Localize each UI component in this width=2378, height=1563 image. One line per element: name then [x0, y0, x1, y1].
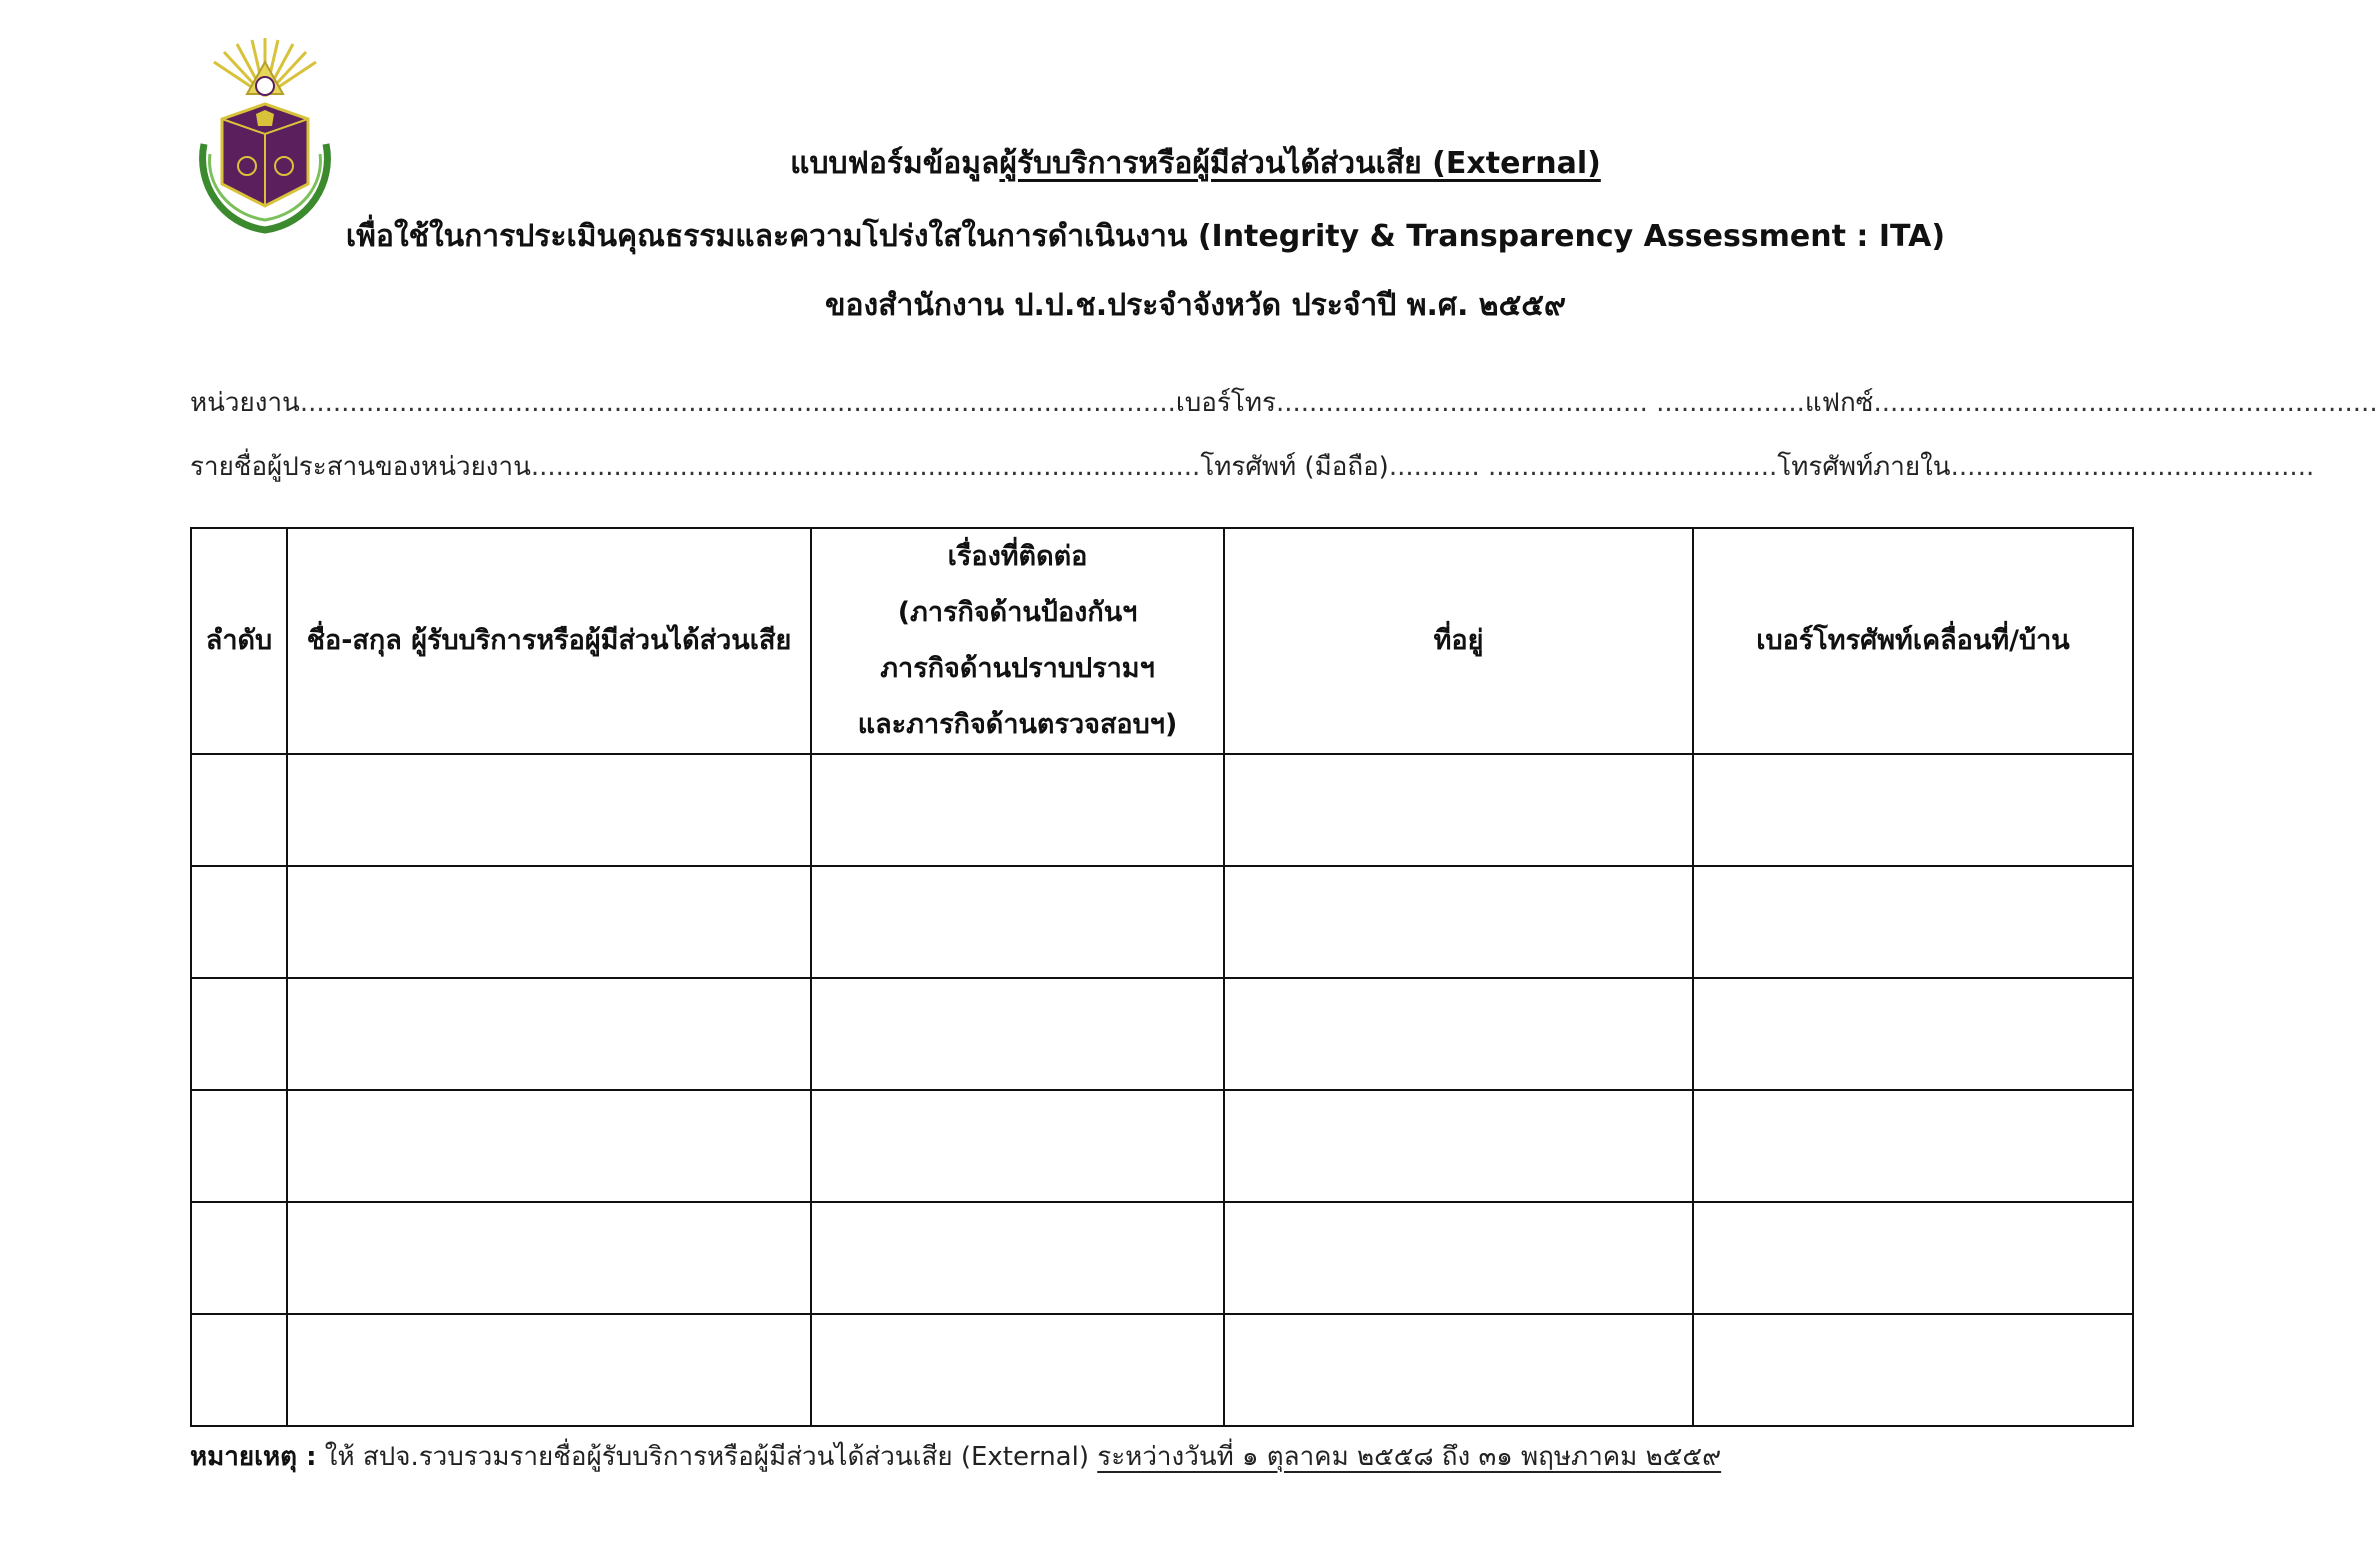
- table-cell[interactable]: [811, 754, 1224, 866]
- table-cell[interactable]: [1224, 1314, 1693, 1426]
- agency-label: หน่วยงาน: [190, 388, 300, 418]
- table-cell[interactable]: [811, 978, 1224, 1090]
- form-title-line3: ของสำนักงาน ป.ป.ช.ประจำจังหวัด ประจำปี พ.ศ. ๒๕๕๙: [825, 288, 1566, 323]
- table-cell[interactable]: [1224, 1202, 1693, 1314]
- table-cell[interactable]: [1693, 1314, 2133, 1426]
- coordinator-label: รายชื่อผู้ประสานของหน่วยงาน: [190, 452, 531, 482]
- table-cell[interactable]: [191, 866, 287, 978]
- mobile-label: โทรศัพท์ (มือถือ): [1200, 452, 1389, 482]
- footnote-text: ให้ สปจ.รวบรวมรายชื่อผู้รับบริการหรือผู้มีส่วนได้ส่วนเสีย (External): [316, 1442, 1098, 1472]
- table-cell[interactable]: [287, 754, 811, 866]
- table-cell[interactable]: [1224, 754, 1693, 866]
- table-cell[interactable]: [811, 1202, 1224, 1314]
- table-cell[interactable]: [287, 978, 811, 1090]
- table-cell[interactable]: [1224, 866, 1693, 978]
- form-title-line2: เพื่อใช้ในการประเมินคุณธรรมและความโปร่งใสในการดำเนินงาน (Integrity & Transparency Assessment : ITA): [345, 219, 1946, 254]
- header-address: ที่อยู่: [1224, 528, 1693, 754]
- table-cell[interactable]: [191, 1202, 287, 1314]
- table-cell[interactable]: [191, 978, 287, 1090]
- table-cell[interactable]: [811, 866, 1224, 978]
- header-name: ชื่อ-สกุล ผู้รับบริการหรือผู้มีส่วนได้ส่วนเสีย: [287, 528, 811, 754]
- fax-field[interactable]: .............................................................: [1873, 388, 2378, 418]
- table-cell[interactable]: [1693, 1202, 2133, 1314]
- table-cell[interactable]: [287, 1202, 811, 1314]
- header-subject-l4: และภารกิจด้านตรวจสอบฯ): [857, 709, 1178, 740]
- header-phone: เบอร์โทรศัพท์เคลื่อนที่/บ้าน: [1693, 528, 2133, 754]
- phone-label: เบอร์โทร: [1175, 388, 1276, 418]
- header-subject-l3: ภารกิจด้านปราบปรามฯ: [880, 653, 1155, 684]
- fax-label: แฟกซ์: [1804, 388, 1874, 418]
- table-row: [191, 754, 2133, 866]
- table-row: [191, 978, 2133, 1090]
- table-header-row: [191, 528, 2133, 754]
- table-cell[interactable]: [287, 866, 811, 978]
- table-cell[interactable]: [1224, 978, 1693, 1090]
- table-cell[interactable]: [191, 1090, 287, 1202]
- title-line1-underlined: ผู้รับบริการหรือผู้มีส่วนได้ส่วนเสีย (External): [999, 146, 1601, 181]
- table-cell[interactable]: [191, 1314, 287, 1426]
- table-row: [191, 1202, 2133, 1314]
- footnote-label: หมายเหตุ :: [190, 1442, 317, 1472]
- table-cell[interactable]: [811, 1090, 1224, 1202]
- agency-info-line: [190, 382, 2378, 423]
- table-cell[interactable]: [1224, 1090, 1693, 1202]
- table-cell[interactable]: [1693, 978, 2133, 1090]
- coordinator-info-line: [190, 446, 2314, 487]
- footnote-period: ระหว่างวันที่ ๑ ตุลาคม ๒๕๕๘ ถึง ๓๑ พฤษภาคม ๒๕๕๙: [1097, 1442, 1722, 1472]
- table-row: [191, 1090, 2133, 1202]
- table-cell[interactable]: [287, 1314, 811, 1426]
- stakeholder-table: [190, 527, 2134, 1427]
- title-line1-prefix: แบบฟอร์มข้อมูล: [790, 146, 1000, 181]
- table-cell[interactable]: [287, 1090, 811, 1202]
- table-cell[interactable]: [1693, 754, 2133, 866]
- internal-phone-field[interactable]: ............................................: [1950, 452, 2315, 482]
- table-cell[interactable]: [1693, 866, 2133, 978]
- header-subject: [811, 528, 1224, 754]
- table-cell[interactable]: [191, 754, 287, 866]
- header-seq: ลำดับ: [191, 528, 287, 754]
- header-subject-l1: เรื่องที่ติดต่อ: [947, 541, 1088, 572]
- mobile-field[interactable]: ........... ...................................: [1388, 452, 1778, 482]
- agency-field[interactable]: ..........................................................................................................: [299, 388, 1176, 418]
- table-cell[interactable]: [811, 1314, 1224, 1426]
- table-row: [191, 866, 2133, 978]
- coordinator-field[interactable]: .................................................................................: [530, 452, 1201, 482]
- header-subject-l2: (ภารกิจด้านป้องกันฯ: [897, 597, 1138, 628]
- form-title-line1: [90, 140, 2301, 187]
- phone-field[interactable]: ............................................. ..................: [1275, 388, 1805, 418]
- table-row: [191, 1314, 2133, 1426]
- footnote: [190, 1436, 1721, 1477]
- table-cell[interactable]: [1693, 1090, 2133, 1202]
- internal-phone-label: โทรศัพท์ภายใน: [1777, 452, 1951, 482]
